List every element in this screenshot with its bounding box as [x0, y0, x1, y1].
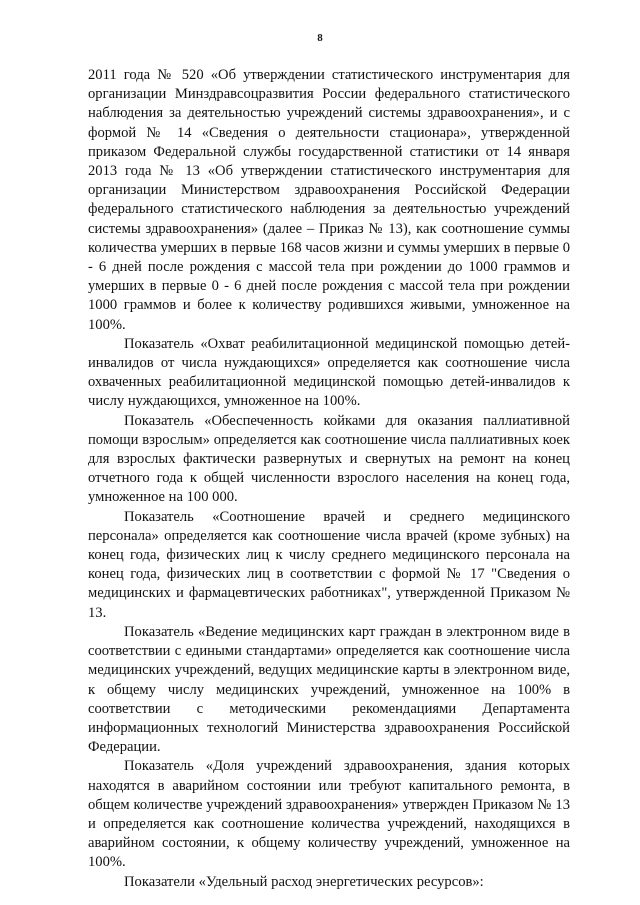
paragraph-palliative-beds: Показатель «Обеспеченность койками для оказания паллиативной помощи взрослым» определяется как соотношение числа паллиативных коек для взрослых фактически развернутых и свернутых на ремонт на конец отчетного года к общей численности взрослого населения на конец года, умноженное на 100 000. [88, 412, 570, 506]
paragraph-electronic-medical-records: Показатель «Ведение медицинских карт граждан в электронном виде в соответствии с едиными стандартами» определяется как соотношение числа медицинских учреждений, ведущих медицинские карты в электронном виде, к общему числу медицинских учреждений, умноженное на 100% в соответствии с методическими рекомендациями Департамента информационных технологий Министерства здравоохранения Российской Федерации. [88, 623, 570, 756]
paragraph-emergency-buildings-share: Показатель «Доля учреждений здравоохранения, здания которых находятся в аварийном состоянии или требуют капитального ремонта, в общем количестве учреждений здравоохранения» утвержден Приказом № 13 и определяется как соотношение количества учреждений, находящихся в аварийном состоянии, к общему количеству учреждений, умноженное на 100%. [88, 758, 570, 871]
paragraph-rehabilitation-coverage: Показатель «Охват реабилитационной медицинской помощью детей-инвалидов от числа нуждающихся» определяется как соотношение числа охваченных реабилитационной медицинской помощью детей-инвалидов к числу нуждающихся, умноженное на 100%. [88, 335, 570, 410]
page-number: 8 [317, 32, 323, 44]
paragraph-infant-mortality-continuation: 2011 года № 520 «Об утверждении статистического инструментария для организации Минздравсоцразвития России федерального статистического наблюдения за деятельностью учреждений системы здравоохранения», и с формой № 14 «Сведения о деятельности стационара», утвержденной приказом Федеральной службы государственной статистики от 14 января 2013 года № 13 «Об утверждении статистического инструментария для организации Министерством здравоохранения Российской Федерации федерального статистического наблюдения за деятельностью учреждений системы здравоохранения» (далее – Приказ № 13), как соотношение суммы количества умерших в первые 168 часов жизни и суммы умерших в первые 0 - 6 дней после рождения с массой тела при рождении до 1000 граммов и умерших в первые 0 - 6 дней после рождения с массой тела при рождении 1000 граммов и более к количеству родившихся живыми, умноженное на 100%. [88, 67, 570, 333]
paragraph-energy-consumption: Показатели «Удельный расход энергетических ресурсов»: [124, 873, 484, 890]
document-body [88, 66, 570, 892]
paragraph-doctors-nurses-ratio: Показатель «Соотношение врачей и среднего медицинского персонала» определяется как соотношение числа врачей (кроме зубных) на конец года, физических лиц к числу среднего медицинского персонала на конец года, физических лиц в соответствии с формой № 17 "Сведения о медицинских и фармацевтических работниках", утвержденной Приказом № 13. [88, 508, 570, 621]
